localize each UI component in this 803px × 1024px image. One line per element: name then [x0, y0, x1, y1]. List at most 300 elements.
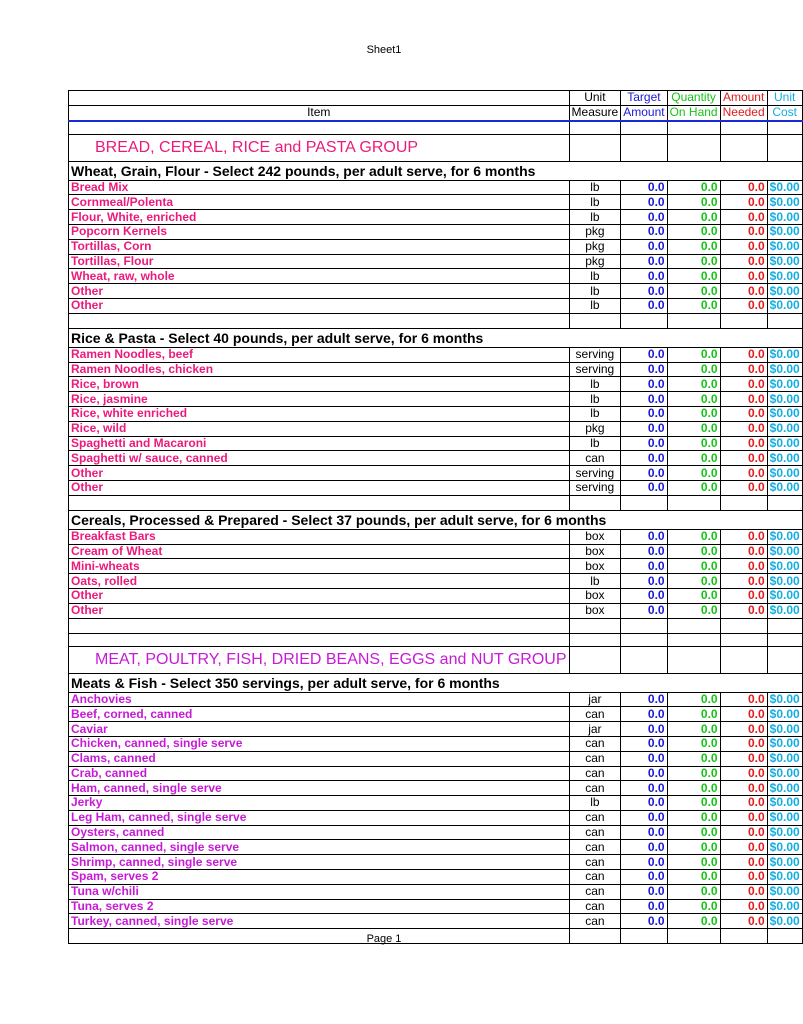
table-row: [69, 392, 803, 407]
quantity-on-hand[interactable]: 0.0: [667, 899, 720, 914]
unit-cost[interactable]: $0.00: [767, 347, 802, 362]
header-qty-bottom: On Hand: [667, 105, 720, 120]
quantity-on-hand[interactable]: 0.0: [667, 529, 720, 544]
amount-needed[interactable]: 0.0: [720, 855, 767, 870]
target-amount[interactable]: 0.0: [621, 559, 667, 574]
unit-measure[interactable]: jar: [569, 692, 621, 707]
item-name[interactable]: Rice, wild: [69, 421, 570, 436]
group-row: [69, 646, 803, 673]
empty-cell: [720, 313, 767, 328]
table-row: [69, 840, 803, 855]
unit-measure[interactable]: lb: [569, 298, 621, 313]
amount-needed[interactable]: 0.0: [720, 224, 767, 239]
target-amount[interactable]: 0.0: [621, 588, 667, 603]
item-name[interactable]: Jerky: [69, 796, 570, 811]
target-amount[interactable]: 0.0: [621, 436, 667, 451]
quantity-on-hand[interactable]: 0.0: [667, 254, 720, 269]
unit-measure[interactable]: can: [569, 884, 621, 899]
target-amount[interactable]: 0.0: [621, 480, 667, 495]
unit-measure[interactable]: can: [569, 766, 621, 781]
target-amount[interactable]: 0.0: [621, 810, 667, 825]
unit-measure[interactable]: box: [569, 529, 621, 544]
item-name[interactable]: Cream of Wheat: [69, 544, 570, 559]
unit-measure[interactable]: lb: [569, 195, 621, 210]
unit-cost[interactable]: $0.00: [767, 751, 802, 766]
target-amount[interactable]: 0.0: [621, 377, 667, 392]
amount-needed[interactable]: 0.0: [720, 254, 767, 269]
target-amount[interactable]: 0.0: [621, 406, 667, 421]
empty-cell: [69, 313, 570, 328]
unit-cost[interactable]: $0.00: [767, 722, 802, 737]
target-amount[interactable]: 0.0: [621, 884, 667, 899]
unit-measure[interactable]: box: [569, 603, 621, 618]
empty-cell: [767, 134, 802, 161]
amount-needed[interactable]: 0.0: [720, 466, 767, 481]
amount-needed[interactable]: 0.0: [720, 195, 767, 210]
unit-measure[interactable]: can: [569, 751, 621, 766]
amount-needed[interactable]: 0.0: [720, 692, 767, 707]
table-row: [69, 855, 803, 870]
quantity-on-hand[interactable]: 0.0: [667, 766, 720, 781]
target-amount[interactable]: 0.0: [621, 180, 667, 195]
unit-cost[interactable]: $0.00: [767, 692, 802, 707]
item-name[interactable]: Rice, jasmine: [69, 392, 570, 407]
quantity-on-hand[interactable]: 0.0: [667, 870, 720, 885]
unit-cost[interactable]: $0.00: [767, 781, 802, 796]
unit-cost[interactable]: $0.00: [767, 224, 802, 239]
target-amount[interactable]: 0.0: [621, 840, 667, 855]
quantity-on-hand[interactable]: 0.0: [667, 855, 720, 870]
unit-measure[interactable]: can: [569, 451, 621, 466]
unit-measure[interactable]: pkg: [569, 421, 621, 436]
inventory-table: [68, 90, 803, 944]
quantity-on-hand[interactable]: 0.0: [667, 224, 720, 239]
quantity-on-hand[interactable]: 0.0: [667, 544, 720, 559]
empty-cell: [621, 633, 667, 646]
quantity-on-hand[interactable]: 0.0: [667, 825, 720, 840]
empty-cell: [667, 495, 720, 510]
unit-measure[interactable]: serving: [569, 347, 621, 362]
amount-needed[interactable]: 0.0: [720, 574, 767, 589]
amount-needed[interactable]: 0.0: [720, 421, 767, 436]
unit-measure[interactable]: can: [569, 855, 621, 870]
amount-needed[interactable]: 0.0: [720, 766, 767, 781]
amount-needed[interactable]: 0.0: [720, 781, 767, 796]
unit-cost[interactable]: $0.00: [767, 421, 802, 436]
target-amount[interactable]: 0.0: [621, 751, 667, 766]
unit-measure[interactable]: lb: [569, 796, 621, 811]
unit-measure[interactable]: lb: [569, 406, 621, 421]
item-name[interactable]: Ramen Noodles, chicken: [69, 362, 570, 377]
item-name[interactable]: Salmon, canned, single serve: [69, 840, 570, 855]
unit-measure[interactable]: lb: [569, 180, 621, 195]
quantity-on-hand[interactable]: 0.0: [667, 840, 720, 855]
target-amount[interactable]: 0.0: [621, 899, 667, 914]
quantity-on-hand[interactable]: 0.0: [667, 722, 720, 737]
table-row: [69, 914, 803, 929]
quantity-on-hand[interactable]: 0.0: [667, 707, 720, 722]
unit-cost[interactable]: $0.00: [767, 855, 802, 870]
amount-needed[interactable]: 0.0: [720, 870, 767, 885]
quantity-on-hand[interactable]: 0.0: [667, 574, 720, 589]
unit-measure[interactable]: serving: [569, 466, 621, 481]
target-amount[interactable]: 0.0: [621, 421, 667, 436]
unit-cost[interactable]: $0.00: [767, 766, 802, 781]
empty-cell: [621, 618, 667, 633]
item-name[interactable]: Other: [69, 298, 570, 313]
unit-measure[interactable]: can: [569, 825, 621, 840]
unit-measure[interactable]: can: [569, 914, 621, 929]
unit-measure[interactable]: jar: [569, 722, 621, 737]
table-row: [69, 195, 803, 210]
amount-needed[interactable]: 0.0: [720, 707, 767, 722]
quantity-on-hand[interactable]: 0.0: [667, 559, 720, 574]
amount-needed[interactable]: 0.0: [720, 436, 767, 451]
quantity-on-hand[interactable]: 0.0: [667, 377, 720, 392]
amount-needed[interactable]: 0.0: [720, 347, 767, 362]
quantity-on-hand[interactable]: 0.0: [667, 284, 720, 299]
empty-cell: [667, 646, 720, 673]
amount-needed[interactable]: 0.0: [720, 362, 767, 377]
quantity-on-hand[interactable]: 0.0: [667, 751, 720, 766]
unit-cost[interactable]: $0.00: [767, 406, 802, 421]
header-row-2: [69, 105, 803, 120]
unit-cost[interactable]: $0.00: [767, 884, 802, 899]
page-footer: Page 1: [366, 933, 402, 945]
item-name[interactable]: Other: [69, 603, 570, 618]
table-row: [69, 269, 803, 284]
target-amount[interactable]: 0.0: [621, 722, 667, 737]
amount-needed[interactable]: 0.0: [720, 298, 767, 313]
header-unit-bottom: Measure: [569, 105, 621, 120]
unit-measure[interactable]: lb: [569, 574, 621, 589]
item-name[interactable]: Crab, canned: [69, 766, 570, 781]
quantity-on-hand[interactable]: 0.0: [667, 239, 720, 254]
unit-measure[interactable]: can: [569, 840, 621, 855]
quantity-on-hand[interactable]: 0.0: [667, 269, 720, 284]
unit-cost[interactable]: $0.00: [767, 870, 802, 885]
unit-cost[interactable]: $0.00: [767, 707, 802, 722]
unit-cost[interactable]: $0.00: [767, 588, 802, 603]
unit-measure[interactable]: lb: [569, 269, 621, 284]
empty-cell: [569, 633, 621, 646]
amount-needed[interactable]: 0.0: [720, 796, 767, 811]
quantity-on-hand[interactable]: 0.0: [667, 362, 720, 377]
table-row: [69, 559, 803, 574]
unit-cost[interactable]: $0.00: [767, 529, 802, 544]
quantity-on-hand[interactable]: 0.0: [667, 298, 720, 313]
quantity-on-hand[interactable]: 0.0: [667, 392, 720, 407]
unit-cost[interactable]: $0.00: [767, 466, 802, 481]
target-amount[interactable]: 0.0: [621, 855, 667, 870]
table-row: [69, 707, 803, 722]
item-name[interactable]: Other: [69, 588, 570, 603]
table-row: [69, 574, 803, 589]
empty-cell: [667, 134, 720, 161]
item-name[interactable]: Popcorn Kernels: [69, 224, 570, 239]
target-amount[interactable]: 0.0: [621, 254, 667, 269]
table-row: [69, 254, 803, 269]
unit-measure[interactable]: lb: [569, 436, 621, 451]
item-name[interactable]: Tuna, serves 2: [69, 899, 570, 914]
table-row: [69, 603, 803, 618]
item-name[interactable]: Oysters, canned: [69, 825, 570, 840]
amount-needed[interactable]: 0.0: [720, 544, 767, 559]
unit-measure[interactable]: can: [569, 707, 621, 722]
unit-cost[interactable]: $0.00: [767, 362, 802, 377]
quantity-on-hand[interactable]: 0.0: [667, 603, 720, 618]
item-name[interactable]: Rice, brown: [69, 377, 570, 392]
unit-measure[interactable]: lb: [569, 284, 621, 299]
item-name[interactable]: Ham, canned, single serve: [69, 781, 570, 796]
item-name[interactable]: Other: [69, 480, 570, 495]
target-amount[interactable]: 0.0: [621, 736, 667, 751]
target-amount[interactable]: 0.0: [621, 362, 667, 377]
empty-cell: [667, 121, 720, 135]
item-name[interactable]: Ramen Noodles, beef: [69, 347, 570, 362]
item-name[interactable]: Caviar: [69, 722, 570, 737]
unit-cost[interactable]: $0.00: [767, 480, 802, 495]
empty-cell: [569, 495, 621, 510]
unit-cost[interactable]: $0.00: [767, 284, 802, 299]
amount-needed[interactable]: 0.0: [720, 180, 767, 195]
unit-measure[interactable]: serving: [569, 480, 621, 495]
unit-cost[interactable]: $0.00: [767, 254, 802, 269]
section-row: [69, 328, 803, 347]
item-name[interactable]: Chicken, canned, single serve: [69, 736, 570, 751]
target-amount[interactable]: 0.0: [621, 347, 667, 362]
target-amount[interactable]: 0.0: [621, 392, 667, 407]
spacer-row: [69, 495, 803, 510]
item-name[interactable]: Tortillas, Flour: [69, 254, 570, 269]
empty-cell: [767, 313, 802, 328]
unit-cost[interactable]: $0.00: [767, 195, 802, 210]
target-amount[interactable]: 0.0: [621, 298, 667, 313]
item-name[interactable]: Turkey, canned, single serve: [69, 914, 570, 929]
amount-needed[interactable]: 0.0: [720, 480, 767, 495]
amount-needed[interactable]: 0.0: [720, 392, 767, 407]
amount-needed[interactable]: 0.0: [720, 559, 767, 574]
amount-needed[interactable]: 0.0: [720, 825, 767, 840]
item-name[interactable]: Mini-wheats: [69, 559, 570, 574]
item-name[interactable]: Leg Ham, canned, single serve: [69, 810, 570, 825]
table-row: [69, 284, 803, 299]
target-amount[interactable]: 0.0: [621, 284, 667, 299]
unit-measure[interactable]: can: [569, 736, 621, 751]
unit-cost[interactable]: $0.00: [767, 180, 802, 195]
unit-cost[interactable]: $0.00: [767, 574, 802, 589]
amount-needed[interactable]: 0.0: [720, 377, 767, 392]
target-amount[interactable]: 0.0: [621, 451, 667, 466]
table-row: [69, 736, 803, 751]
target-amount[interactable]: 0.0: [621, 544, 667, 559]
quantity-on-hand[interactable]: 0.0: [667, 406, 720, 421]
quantity-on-hand[interactable]: 0.0: [667, 884, 720, 899]
target-amount[interactable]: 0.0: [621, 603, 667, 618]
unit-measure[interactable]: lb: [569, 210, 621, 225]
quantity-on-hand[interactable]: 0.0: [667, 914, 720, 929]
item-name[interactable]: Beef, corned, canned: [69, 707, 570, 722]
empty-cell: [621, 121, 667, 135]
table-row: [69, 529, 803, 544]
item-name[interactable]: Rice, white enriched: [69, 406, 570, 421]
target-amount[interactable]: 0.0: [621, 707, 667, 722]
quantity-on-hand[interactable]: 0.0: [667, 436, 720, 451]
amount-needed[interactable]: 0.0: [720, 603, 767, 618]
unit-measure[interactable]: lb: [569, 377, 621, 392]
item-name[interactable]: Shrimp, canned, single serve: [69, 855, 570, 870]
item-name[interactable]: Anchovies: [69, 692, 570, 707]
target-amount[interactable]: 0.0: [621, 796, 667, 811]
unit-cost[interactable]: $0.00: [767, 269, 802, 284]
amount-needed[interactable]: 0.0: [720, 722, 767, 737]
unit-cost[interactable]: $0.00: [767, 559, 802, 574]
unit-cost[interactable]: $0.00: [767, 914, 802, 929]
target-amount[interactable]: 0.0: [621, 195, 667, 210]
target-amount[interactable]: 0.0: [621, 781, 667, 796]
item-name[interactable]: Cornmeal/Polenta: [69, 195, 570, 210]
empty-cell: [69, 633, 570, 646]
amount-needed[interactable]: 0.0: [720, 899, 767, 914]
quantity-on-hand[interactable]: 0.0: [667, 588, 720, 603]
unit-measure[interactable]: box: [569, 559, 621, 574]
spacer-row: [69, 313, 803, 328]
amount-needed[interactable]: 0.0: [720, 840, 767, 855]
unit-cost[interactable]: $0.00: [767, 377, 802, 392]
target-amount[interactable]: 0.0: [621, 269, 667, 284]
amount-needed[interactable]: 0.0: [720, 210, 767, 225]
target-amount[interactable]: 0.0: [621, 239, 667, 254]
item-name[interactable]: Oats, rolled: [69, 574, 570, 589]
unit-measure[interactable]: can: [569, 870, 621, 885]
unit-cost[interactable]: $0.00: [767, 239, 802, 254]
item-name[interactable]: Breakfast Bars: [69, 529, 570, 544]
target-amount[interactable]: 0.0: [621, 825, 667, 840]
quantity-on-hand[interactable]: 0.0: [667, 736, 720, 751]
item-name[interactable]: Other: [69, 466, 570, 481]
amount-needed[interactable]: 0.0: [720, 751, 767, 766]
unit-cost[interactable]: $0.00: [767, 840, 802, 855]
unit-measure[interactable]: box: [569, 588, 621, 603]
amount-needed[interactable]: 0.0: [720, 269, 767, 284]
unit-cost[interactable]: $0.00: [767, 451, 802, 466]
amount-needed[interactable]: 0.0: [720, 451, 767, 466]
empty-cell: [621, 313, 667, 328]
unit-measure[interactable]: pkg: [569, 239, 621, 254]
table-row: [69, 810, 803, 825]
target-amount[interactable]: 0.0: [621, 210, 667, 225]
unit-cost[interactable]: $0.00: [767, 436, 802, 451]
unit-measure[interactable]: serving: [569, 362, 621, 377]
table-row: [69, 588, 803, 603]
quantity-on-hand[interactable]: 0.0: [667, 347, 720, 362]
target-amount[interactable]: 0.0: [621, 466, 667, 481]
table-row: [69, 480, 803, 495]
quantity-on-hand[interactable]: 0.0: [667, 180, 720, 195]
item-name[interactable]: Bread Mix: [69, 180, 570, 195]
header-cost-bottom: Cost: [767, 105, 802, 120]
quantity-on-hand[interactable]: 0.0: [667, 421, 720, 436]
target-amount[interactable]: 0.0: [621, 914, 667, 929]
quantity-on-hand[interactable]: 0.0: [667, 692, 720, 707]
quantity-on-hand[interactable]: 0.0: [667, 451, 720, 466]
table-row: [69, 692, 803, 707]
target-amount[interactable]: 0.0: [621, 574, 667, 589]
unit-measure[interactable]: lb: [569, 392, 621, 407]
item-name[interactable]: Tortillas, Corn: [69, 239, 570, 254]
unit-cost[interactable]: $0.00: [767, 603, 802, 618]
amount-needed[interactable]: 0.0: [720, 529, 767, 544]
amount-needed[interactable]: 0.0: [720, 914, 767, 929]
sheet-title: Sheet1: [366, 44, 402, 56]
item-name[interactable]: Spaghetti w/ sauce, canned: [69, 451, 570, 466]
table-row: [69, 796, 803, 811]
header-unit-top: Unit: [569, 91, 621, 106]
table-row: [69, 899, 803, 914]
group-row: [69, 134, 803, 161]
unit-cost[interactable]: $0.00: [767, 825, 802, 840]
target-amount[interactable]: 0.0: [621, 224, 667, 239]
empty-cell: [767, 633, 802, 646]
quantity-on-hand[interactable]: 0.0: [667, 466, 720, 481]
amount-needed[interactable]: 0.0: [720, 884, 767, 899]
target-amount[interactable]: 0.0: [621, 692, 667, 707]
amount-needed[interactable]: 0.0: [720, 406, 767, 421]
unit-measure[interactable]: can: [569, 899, 621, 914]
header-need-top: Amount: [720, 91, 767, 106]
item-name[interactable]: Tuna w/chili: [69, 884, 570, 899]
amount-needed[interactable]: 0.0: [720, 810, 767, 825]
unit-measure[interactable]: pkg: [569, 224, 621, 239]
target-amount[interactable]: 0.0: [621, 766, 667, 781]
empty-cell: [720, 134, 767, 161]
amount-needed[interactable]: 0.0: [720, 588, 767, 603]
empty-cell: [720, 633, 767, 646]
unit-cost[interactable]: $0.00: [767, 210, 802, 225]
unit-cost[interactable]: $0.00: [767, 298, 802, 313]
unit-measure[interactable]: can: [569, 810, 621, 825]
item-name[interactable]: Other: [69, 284, 570, 299]
header-item: Item: [69, 105, 570, 120]
target-amount[interactable]: 0.0: [621, 529, 667, 544]
header-target-top: Target: [621, 91, 667, 106]
quantity-on-hand[interactable]: 0.0: [667, 781, 720, 796]
quantity-on-hand[interactable]: 0.0: [667, 810, 720, 825]
item-name[interactable]: Spaghetti and Macaroni: [69, 436, 570, 451]
amount-needed[interactable]: 0.0: [720, 239, 767, 254]
unit-cost[interactable]: $0.00: [767, 899, 802, 914]
target-amount[interactable]: 0.0: [621, 870, 667, 885]
unit-cost[interactable]: $0.00: [767, 392, 802, 407]
unit-measure[interactable]: pkg: [569, 254, 621, 269]
unit-measure[interactable]: can: [569, 781, 621, 796]
unit-cost[interactable]: $0.00: [767, 810, 802, 825]
unit-measure[interactable]: box: [569, 544, 621, 559]
amount-needed[interactable]: 0.0: [720, 736, 767, 751]
unit-cost[interactable]: $0.00: [767, 796, 802, 811]
item-name[interactable]: Flour, White, enriched: [69, 210, 570, 225]
quantity-on-hand[interactable]: 0.0: [667, 796, 720, 811]
quantity-on-hand[interactable]: 0.0: [667, 195, 720, 210]
amount-needed[interactable]: 0.0: [720, 284, 767, 299]
quantity-on-hand[interactable]: 0.0: [667, 480, 720, 495]
unit-cost[interactable]: $0.00: [767, 544, 802, 559]
item-name[interactable]: Clams, canned: [69, 751, 570, 766]
quantity-on-hand[interactable]: 0.0: [667, 210, 720, 225]
unit-cost[interactable]: $0.00: [767, 736, 802, 751]
item-name[interactable]: Spam, serves 2: [69, 870, 570, 885]
item-name[interactable]: Wheat, raw, whole: [69, 269, 570, 284]
